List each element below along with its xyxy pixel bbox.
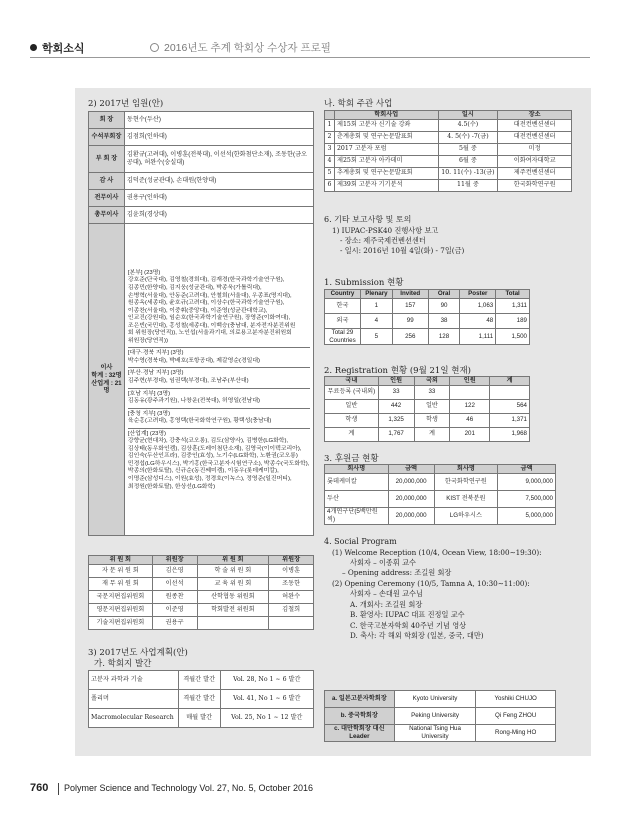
- sponsor-cell: 5,000,000: [498, 507, 556, 524]
- director-roster: [124, 224, 313, 536]
- group-members: 강향균(현대차), 강충석(코오롱), 김도(삼양사), 김병한(LG화학),: [127, 438, 289, 445]
- event-cell: 제주컨벤션센터: [498, 167, 572, 179]
- event-cell: 한국화학연구원: [498, 179, 572, 191]
- sponsor-header-row: [325, 465, 556, 474]
- sponsor-cell: 20,000,000: [388, 490, 434, 507]
- officer-row: [89, 112, 314, 129]
- sponsor-cell: 한국화학연구원: [434, 473, 498, 490]
- journal-info: Polymer Science and Technology Vol. 27, No. 5, October 2016: [64, 783, 313, 793]
- event-cell: 대전컨벤션센터: [498, 131, 572, 143]
- social-line: A. 개회사: 조길원 회장: [350, 599, 423, 609]
- event-cell: 4: [325, 155, 335, 167]
- committee-cell: 이병훈: [269, 564, 314, 577]
- submission-cell: 1,111: [460, 328, 496, 345]
- group-name: [부산·경남 지부] (3명): [127, 370, 184, 377]
- director-group: [128, 408, 310, 426]
- officer-row: [89, 173, 314, 190]
- plan-subtitle: 가. 학회지 발간: [94, 659, 152, 669]
- officer-value: 김윤희(경상대): [124, 207, 313, 224]
- plan-row: [89, 671, 314, 690]
- plan-row: [89, 709, 314, 728]
- plan-row: [89, 690, 314, 709]
- registration-cell: 1,325: [378, 413, 414, 427]
- committee-cell: 이선석: [152, 577, 197, 590]
- registration-table: [324, 376, 530, 442]
- committee-cell: 교 육 위 원 회: [197, 577, 269, 590]
- sponsors-table: [324, 464, 556, 525]
- officer-label: 총무이사: [89, 207, 125, 224]
- group-members: 원종옥(세종대), 윤호규(고려대), 이상수(한국과학기술연구원),: [127, 300, 285, 307]
- committee-cell: 자 문 위 원 회: [89, 564, 153, 577]
- registration-cell: [450, 385, 490, 399]
- officer-label: 감 사: [89, 173, 125, 190]
- society-cell: Yoshiki CHUJO: [476, 691, 556, 708]
- footer-divider: [58, 783, 59, 795]
- society-cell: b. 중국학회장: [325, 708, 395, 725]
- group-name: [충청 지부] (3명): [127, 410, 171, 417]
- registration-header-cell: 국외: [414, 377, 450, 386]
- registration-row: [325, 399, 530, 413]
- officer-value: 김점희(인하대): [124, 129, 313, 146]
- registration-cell: 33: [378, 385, 414, 399]
- event-cell: 4.5(수): [438, 119, 498, 131]
- committee-cell: 재 무 위 원 회: [89, 577, 153, 590]
- committee-cell: 허완수: [269, 590, 314, 603]
- submission-cell: 1,311: [496, 298, 530, 313]
- registration-header-cell: 인원: [450, 377, 490, 386]
- registration-cell: 201: [450, 427, 490, 441]
- officer-row: [89, 129, 314, 146]
- officer-label: 회 장: [89, 112, 125, 129]
- other-venue: - 장소: 제주국제컨벤션센터: [340, 236, 426, 246]
- committee-cell: 조동한: [269, 577, 314, 590]
- registration-header-cell: 국내: [325, 377, 379, 386]
- committee-cell: [269, 616, 314, 629]
- submission-row: [325, 298, 530, 313]
- committee-row: [89, 590, 314, 603]
- registration-cell: 442: [378, 399, 414, 413]
- sponsor-cell: 7,500,000: [498, 490, 556, 507]
- societies-table: [324, 690, 556, 742]
- social-line: 사회자 – 손대원 교수님: [350, 589, 423, 599]
- group-members: 김상태(동우화인켐), 김상훈(도레이첨단소재), 김영국(이이텍코리아),: [127, 445, 302, 452]
- other-item: 1) IUPAC-PSK40 진행사항 보고: [332, 225, 439, 235]
- event-cell: 제39회 고분자 기기분석: [334, 179, 438, 191]
- social-line: (2) Opening Ceremony (10/5, Tamna A, 10:30∼11:00):: [332, 578, 530, 588]
- society-cell: c. 대만학회장 대신 Leader: [325, 725, 395, 742]
- committee-cell: 영문지편집위원회: [89, 603, 153, 616]
- sponsor-cell: 롯데케미칼: [325, 473, 389, 490]
- registration-cell: [490, 385, 530, 399]
- sponsor-cell: 4개연구단(5백만원씩): [325, 507, 389, 524]
- officer-label: 전무이사: [89, 190, 125, 207]
- society-cell: Rong-Ming HO: [476, 725, 556, 742]
- officer-value: 동현수(두산): [124, 112, 313, 129]
- sponsor-cell: 20,000,000: [388, 473, 434, 490]
- group-members: 민경섭(LG하우시스), 박기홍(한국고분자시험연구소), 박종수(국도화학),: [127, 460, 310, 467]
- group-members: 김동유(광주과기원), 나창운(전북대), 허영일(전남대): [127, 398, 260, 405]
- committee-header-cell: 위 원 회: [89, 556, 153, 565]
- submission-cell: Total 29 Countries: [325, 328, 361, 345]
- bullet-icon: [30, 44, 37, 51]
- submission-header-cell: Plenary: [360, 290, 392, 299]
- group-members: 강호준(단국대), 김영철(경희대), 김재경(한국과학기술연구원),: [127, 277, 285, 284]
- event-cell: 6: [325, 179, 335, 191]
- plan-cell: 격월간 발간: [178, 671, 220, 690]
- registration-title: 2. Registration 현황 (9월 21일 현재): [324, 366, 471, 376]
- submission-cell: 99: [392, 313, 428, 328]
- group-members: 김인숙(두산인프라), 김중인(효성), 노기수(LG화학), 노환권(코오롱): [127, 453, 298, 460]
- registration-cell: 학생: [414, 413, 450, 427]
- plan-cell: Vol. 41, No 1 ∼ 6 발간: [220, 690, 313, 709]
- group-name: [호남 지부] (3명): [127, 390, 171, 397]
- sponsor-cell: 9,000,000: [498, 473, 556, 490]
- committee-header-cell: 위원장: [152, 556, 197, 565]
- submission-cell: 90: [428, 298, 460, 313]
- committee-cell: 원종찬: [152, 590, 197, 603]
- committee-cell: [197, 616, 269, 629]
- event-cell: 춘계총회 및 연구논문발표회: [334, 131, 438, 143]
- committees-table: [88, 555, 314, 630]
- sponsor-cell: 20,000,000: [388, 507, 434, 524]
- committee-row: [89, 564, 314, 577]
- director-group: [128, 347, 310, 365]
- group-members: 박수영(경북대), 박배호(포항공대), 제갈영순(경일대): [127, 357, 260, 364]
- submission-cell: 157: [392, 298, 428, 313]
- officer-value: 김덕준(성균관대), 손대원(한양대): [124, 173, 313, 190]
- event-cell: 5: [325, 167, 335, 179]
- society-cell: National Tsing Hua University: [394, 725, 476, 742]
- society-row: [325, 725, 556, 742]
- submission-cell: 5: [360, 328, 392, 345]
- other-block: [324, 214, 464, 257]
- submission-cell: 38: [428, 313, 460, 328]
- event-cell: 미정: [498, 143, 572, 155]
- event-cell: 제15회 고분자 신기술 강좌: [334, 119, 438, 131]
- submission-row: [325, 328, 530, 345]
- registration-cell: 일반: [414, 399, 450, 413]
- header-rule: [30, 57, 590, 58]
- event-header-cell: [325, 111, 335, 120]
- submission-header-cell: Oral: [428, 290, 460, 299]
- event-cell: 2017 고분자 포럼: [334, 143, 438, 155]
- event-cell: 6월 중: [438, 155, 498, 167]
- submission-cell: 1: [360, 298, 392, 313]
- submission-row: [325, 313, 530, 328]
- plan-cell: Vol. 25, No 1 ∼ 12 발간: [220, 709, 313, 728]
- committee-cell: 기술지편집위원회: [89, 616, 153, 629]
- registration-row: [325, 413, 530, 427]
- events-table: [324, 110, 572, 192]
- officer-row: [89, 146, 314, 173]
- committee-row: [89, 577, 314, 590]
- submission-table: [324, 289, 530, 345]
- registration-cell: 564: [490, 399, 530, 413]
- circle-icon: [150, 43, 159, 52]
- committee-cell: 국문지편집위원회: [89, 590, 153, 603]
- committee-header-cell: 위원장: [269, 556, 314, 565]
- group-members: 회 위원장(당연직)), 노인섭(서울과기대, 의료용고분자분진위원회: [127, 330, 292, 337]
- registration-header-cell: 계: [490, 377, 530, 386]
- social-line: D. 축사: 각 해외 학회장 (일본, 중국, 대만): [350, 631, 484, 641]
- officer-row: [89, 207, 314, 224]
- committee-row: [89, 603, 314, 616]
- event-cell: 이화여자대학교: [498, 155, 572, 167]
- registration-cell: 122: [450, 399, 490, 413]
- registration-cell: 1,767: [378, 427, 414, 441]
- registration-header-cell: 인원: [378, 377, 414, 386]
- officer-value: 김환규(고려대), 이병훈(전북대), 이선석(한화첨단소재), 조동한(금오공대), 허완수(숭실대): [124, 146, 313, 173]
- plan-cell: 매월 발간: [178, 709, 220, 728]
- registration-cell: 계: [325, 427, 379, 441]
- submission-header-cell: Invited: [392, 290, 428, 299]
- other-title: 6. 기타 보고사항 및 토의: [324, 215, 412, 224]
- submission-cell: 4: [360, 313, 392, 328]
- group-members: 최정원(한화토탈), 한상선(LG화학): [127, 483, 216, 490]
- page-number: 760: [30, 782, 49, 794]
- group-members: 이종찬(서울대), 이중휘(중앙대), 이준영(성균관대학교),: [127, 307, 268, 314]
- social-line: 사회자 – 이종휘 교수: [350, 558, 416, 568]
- submission-cell: 한국: [325, 298, 361, 313]
- registration-cell: 학생: [325, 413, 379, 427]
- committee-cell: 학회발전 위원회: [197, 603, 269, 616]
- event-row: [325, 143, 572, 155]
- event-cell: 2: [325, 131, 335, 143]
- submission-header-row: [325, 290, 530, 299]
- registration-header-row: [325, 377, 530, 386]
- group-members: 인교진(강원대), 임순호(한국과학기술연구원), 장영준(이화여대),: [127, 315, 291, 322]
- group-name: [본부] (23명): [127, 269, 161, 276]
- committee-cell: 김은영: [152, 564, 197, 577]
- plan-cell: Macromolecular Research: [89, 709, 179, 728]
- group-members: 이명준(삼성디스), 이원(효성), 정경호(이녹스), 정영준(일진머티),: [127, 476, 292, 483]
- sponsor-cell: 두산: [325, 490, 389, 507]
- committee-cell: 이준영: [152, 603, 197, 616]
- officer-label: 부 회 장: [89, 146, 125, 173]
- group-members: 김주현(부경대), 임권택(부경대), 조남주(부산대): [127, 378, 249, 384]
- group-members: 손병혁(서울대), 안동준(고려대), 안철희(서울대), 우종표(명지대),: [127, 292, 292, 299]
- registration-cell: 무료등록 (국내외): [325, 385, 379, 399]
- group-members: 박종의(한화토탈), 신규순(동진쎄미켐), 이동우(롯데케미칼),: [127, 468, 279, 475]
- event-cell: 1: [325, 119, 335, 131]
- sponsor-row: [325, 507, 556, 524]
- event-header-cell: 일시: [438, 111, 498, 120]
- page-header: [30, 38, 590, 58]
- plan-table: [88, 670, 314, 728]
- plan-title: 3) 2017년도 사업계획(안): [88, 648, 188, 658]
- submission-header-cell: Total: [496, 290, 530, 299]
- event-row: [325, 119, 572, 131]
- sponsor-header-cell: 금액: [498, 465, 556, 474]
- registration-row: [325, 385, 530, 399]
- submission-header-cell: Poster: [460, 290, 496, 299]
- social-title: 4. Social Program: [324, 537, 397, 546]
- event-header-cell: 장소: [498, 111, 572, 120]
- officer-label: 수석부회장: [89, 129, 125, 146]
- registration-cell: 일반: [325, 399, 379, 413]
- group-name: [대구·경북 지부] (3명): [127, 350, 184, 357]
- sponsor-cell: KIST 전북분원: [434, 490, 498, 507]
- director-row: [89, 224, 314, 536]
- registration-row: [325, 427, 530, 441]
- sponsor-header-cell: 금액: [388, 465, 434, 474]
- submission-header-cell: Country: [325, 290, 361, 299]
- group-members: 김종민(한양대), 김지웅(성균관대), 박종욱(가톨릭대),: [127, 284, 262, 291]
- event-cell: 제25회 고분자 아카데미: [334, 155, 438, 167]
- event-cell: 추계총회 및 연구논문발표회: [334, 167, 438, 179]
- section-title: 학회소식: [42, 43, 85, 55]
- event-header-cell: 학회사업: [334, 111, 438, 120]
- society-cell: Qi Feng ZHOU: [476, 708, 556, 725]
- event-header-row: [325, 111, 572, 120]
- committee-cell: 권용구: [152, 616, 197, 629]
- officer-row: [89, 190, 314, 207]
- events-title: 나. 학회 주관 사업: [324, 99, 393, 109]
- committee-cell: 김철희: [269, 603, 314, 616]
- sponsor-row: [325, 490, 556, 507]
- officers-title: 2) 2017년 임원(안): [88, 99, 164, 109]
- group-members: 육순홍(고려대), 홍영택(한국화학연구원), 황택성(충남대): [127, 418, 272, 425]
- society-cell: a. 일본고분자학회장: [325, 691, 395, 708]
- social-line: (1) Welcome Reception (10/4, Ocean View, 18:00∼19:30):: [332, 547, 542, 557]
- event-row: [325, 131, 572, 143]
- registration-cell: 1,371: [490, 413, 530, 427]
- submission-cell: 48: [460, 313, 496, 328]
- event-cell: 10. 11(수) -13(금): [438, 167, 498, 179]
- director-group: [128, 367, 310, 385]
- committee-cell: 학 술 위 원 회: [197, 564, 269, 577]
- submission-cell: 189: [496, 313, 530, 328]
- event-cell: 3: [325, 143, 335, 155]
- plan-cell: 폴리머: [89, 690, 179, 709]
- plan-cell: Vol. 28, No 1 ∼ 6 발간: [220, 671, 313, 690]
- event-cell: 대전컨벤션센터: [498, 119, 572, 131]
- registration-cell: 1,968: [490, 427, 530, 441]
- group-members: 위원장(당연직)): [127, 337, 168, 344]
- director-group: [128, 268, 310, 345]
- event-row: [325, 167, 572, 179]
- registration-cell: 46: [450, 413, 490, 427]
- society-cell: Kyoto University: [394, 691, 476, 708]
- society-row: [325, 691, 556, 708]
- submission-title: 1. Submission 현황: [324, 278, 404, 288]
- sponsor-header-cell: 회사명: [325, 465, 389, 474]
- officer-value: 권용구(인하대): [124, 190, 313, 207]
- director-label: 이사 학계 : 32명 산업계 : 21명: [89, 224, 125, 536]
- sponsor-row: [325, 473, 556, 490]
- social-line: – Opening address: 조길원 회장: [342, 568, 452, 578]
- group-members: 조은빈(국민대), 홍성철(세종대), 이백승(충남대, 분자전자분진위원: [127, 322, 296, 329]
- event-cell: 5월 중: [438, 143, 498, 155]
- society-row: [325, 708, 556, 725]
- plan-cell: 격월간 발간: [178, 690, 220, 709]
- section-subtitle: 2016년도 추계 학회상 수상자 프로필: [164, 42, 331, 54]
- submission-cell: 256: [392, 328, 428, 345]
- officers-table: [88, 111, 314, 536]
- submission-cell: 1,500: [496, 328, 530, 345]
- registration-cell: 33: [414, 385, 450, 399]
- committee-cell: 산학협동 위원회: [197, 590, 269, 603]
- social-block: [324, 536, 542, 642]
- director-group: [128, 388, 310, 406]
- sponsor-cell: LG하우시스: [434, 507, 498, 524]
- other-date: - 일시: 2016년 10월 4일(화) - 7일(금): [340, 246, 465, 256]
- group-name: [산업계] (23명): [127, 430, 167, 437]
- plan-cell: 고분자 과학과 기술: [89, 671, 179, 690]
- committee-header-row: [89, 556, 314, 565]
- event-row: [325, 179, 572, 191]
- social-line: B. 환영사: IUPAC 대표 진정일 교수: [350, 610, 465, 620]
- director-group: [128, 428, 310, 491]
- submission-cell: 1,063: [460, 298, 496, 313]
- submission-cell: 외국: [325, 313, 361, 328]
- sponsor-header-cell: 회사명: [434, 465, 498, 474]
- page-footer: [30, 782, 590, 798]
- committee-header-cell: 위 원 회: [197, 556, 269, 565]
- social-line: C. 한국고분자학회 40주년 기념 영상: [350, 620, 467, 630]
- event-cell: 11월 중: [438, 179, 498, 191]
- event-cell: 4. 5(수) -7(금): [438, 131, 498, 143]
- committee-row: [89, 616, 314, 629]
- event-row: [325, 155, 572, 167]
- sponsors-title: 3. 후원금 현황: [324, 454, 379, 464]
- submission-cell: 128: [428, 328, 460, 345]
- registration-cell: 계: [414, 427, 450, 441]
- society-cell: Peking University: [394, 708, 476, 725]
